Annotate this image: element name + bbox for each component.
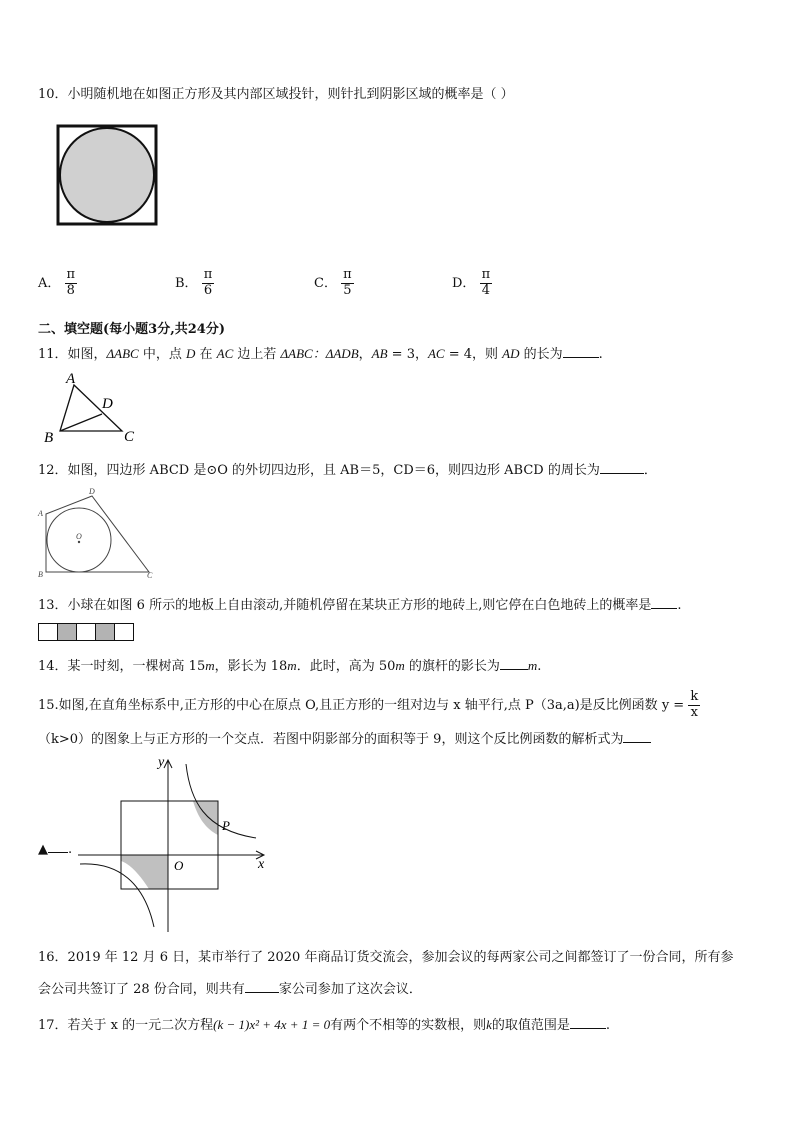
- label-p: P: [222, 818, 230, 833]
- label-b: B: [38, 570, 43, 579]
- answer-blank[interactable]: [48, 840, 68, 853]
- shaded-tile: [58, 624, 77, 640]
- option-denominator: 5: [343, 282, 352, 298]
- label-b: B: [44, 430, 54, 446]
- q10-option-b[interactable]: [175, 268, 214, 299]
- label-x: x: [258, 857, 265, 872]
- quadrilateral-abcd: [46, 496, 149, 572]
- option-denominator: 6: [203, 282, 213, 298]
- label-o: O: [174, 858, 184, 873]
- answer-blank[interactable]: [570, 1016, 606, 1029]
- shaded-region-bottom-left: [121, 855, 168, 889]
- answer-blank[interactable]: [563, 345, 599, 358]
- q10-option-a[interactable]: [38, 268, 77, 299]
- option-letter: B．: [175, 275, 198, 291]
- k-over-x-fraction: $\frac{k}{x}$: [690, 689, 699, 720]
- answer-blank[interactable]: [245, 980, 279, 993]
- label-c: C: [124, 429, 135, 445]
- q15-coordinate-figure: [118, 752, 278, 932]
- q11-text: 11．如图，ΔABC 中，点 D 在 AC 边上若 ΔABC：ΔADB，AB = 3，AC = 4，则 AD 的长为 .: [38, 346, 603, 362]
- q17-text: 17．若关于 x 的一元二次方程(k − 1)x² + 4x + 1 = 0有两个不相等的实数根，则k的取值范围是 .: [38, 1017, 611, 1033]
- label-a: A: [38, 509, 43, 518]
- option-numerator: π: [481, 267, 491, 282]
- answer-blank[interactable]: [651, 596, 677, 609]
- answer-blank[interactable]: [623, 730, 651, 743]
- quadratic-equation: (k − 1)x² + 4x + 1 = 0: [213, 1017, 331, 1032]
- center-dot: [78, 541, 80, 543]
- label-d: D: [102, 396, 113, 412]
- answer-blank[interactable]: [600, 461, 644, 474]
- label-o: O: [76, 532, 82, 541]
- answer-marker: ▲: [38, 842, 48, 857]
- q11-triangle-figure: [38, 368, 148, 448]
- shaded-tile: [96, 624, 115, 640]
- option-numerator: π: [203, 267, 213, 282]
- option-numerator: π: [66, 267, 76, 282]
- q15-line1: 15.如图,在直角坐标系中,正方形的中心在原点 O,且正方形的一组对边与 x 轴平行,点 P（3a,a)是反比例函数 y = $\frac{k}{x}$: [38, 689, 699, 720]
- option-letter: C．: [314, 275, 337, 291]
- white-tile: [115, 624, 133, 640]
- q15-line2: （k>0）的图象上与正方形的一个交点．若图中阴影部分的面积等于 9，则这个反比例函数的解析式为: [38, 728, 651, 747]
- option-letter: D．: [452, 275, 476, 291]
- label-d: D: [89, 487, 95, 496]
- answer-blank[interactable]: [500, 657, 528, 670]
- q10-figure: [58, 126, 158, 226]
- q12-text: 12．如图，四边形 ABCD 是⊙O 的外切四边形，且 AB＝5，CD＝6，则四边形 ABCD 的周长为 ．: [38, 463, 657, 478]
- option-numerator: π: [343, 267, 352, 282]
- section-title: 二、填空题(每小题3分,共24分): [38, 322, 225, 337]
- q15-answer-line: ▲ .: [38, 842, 73, 857]
- option-denominator: 4: [481, 282, 490, 298]
- q16-line2: 会公司共签订了 28 份合同，则共有 家公司参加了这次会议．: [38, 982, 422, 997]
- label-a: A: [66, 371, 76, 387]
- q10-text: 10．小明随机地在如图正方形及其内部区域投针，则针扎到阴影区域的概率是（ ）: [38, 87, 514, 102]
- q13-text: 13．小球在如图 6 所示的地板上自由滚动,并随机停留在某块正方形的地砖上,则它停在白色地砖上的概率是 .: [38, 598, 682, 613]
- hyperbola-branch-q1: [186, 764, 256, 838]
- option-denominator: 8: [66, 282, 75, 298]
- option-letter: A．: [38, 275, 61, 291]
- q12-figure: [36, 486, 161, 582]
- q14-text: 14．某一时刻，一棵树高 15m，影长为 18m．此时，高为 50m 的旗杆的影长为 m.: [38, 658, 542, 674]
- q13-tile-strip: [38, 623, 134, 641]
- shaded-region-top-right: [193, 801, 218, 835]
- white-tile: [39, 624, 58, 640]
- shaded-circle: [60, 128, 154, 222]
- q16-line1: 16．2019 年 12 月 6 日，某市举行了 2020 年商品订货交流会，参加会议的每两家公司之间都签订了一份合同，所有参: [38, 950, 734, 965]
- white-tile: [77, 624, 96, 640]
- label-c: C: [147, 571, 153, 580]
- q10-option-d[interactable]: [452, 268, 492, 299]
- q10-option-c[interactable]: [314, 268, 354, 299]
- segment-bd: [60, 414, 102, 431]
- label-y: y: [158, 755, 165, 770]
